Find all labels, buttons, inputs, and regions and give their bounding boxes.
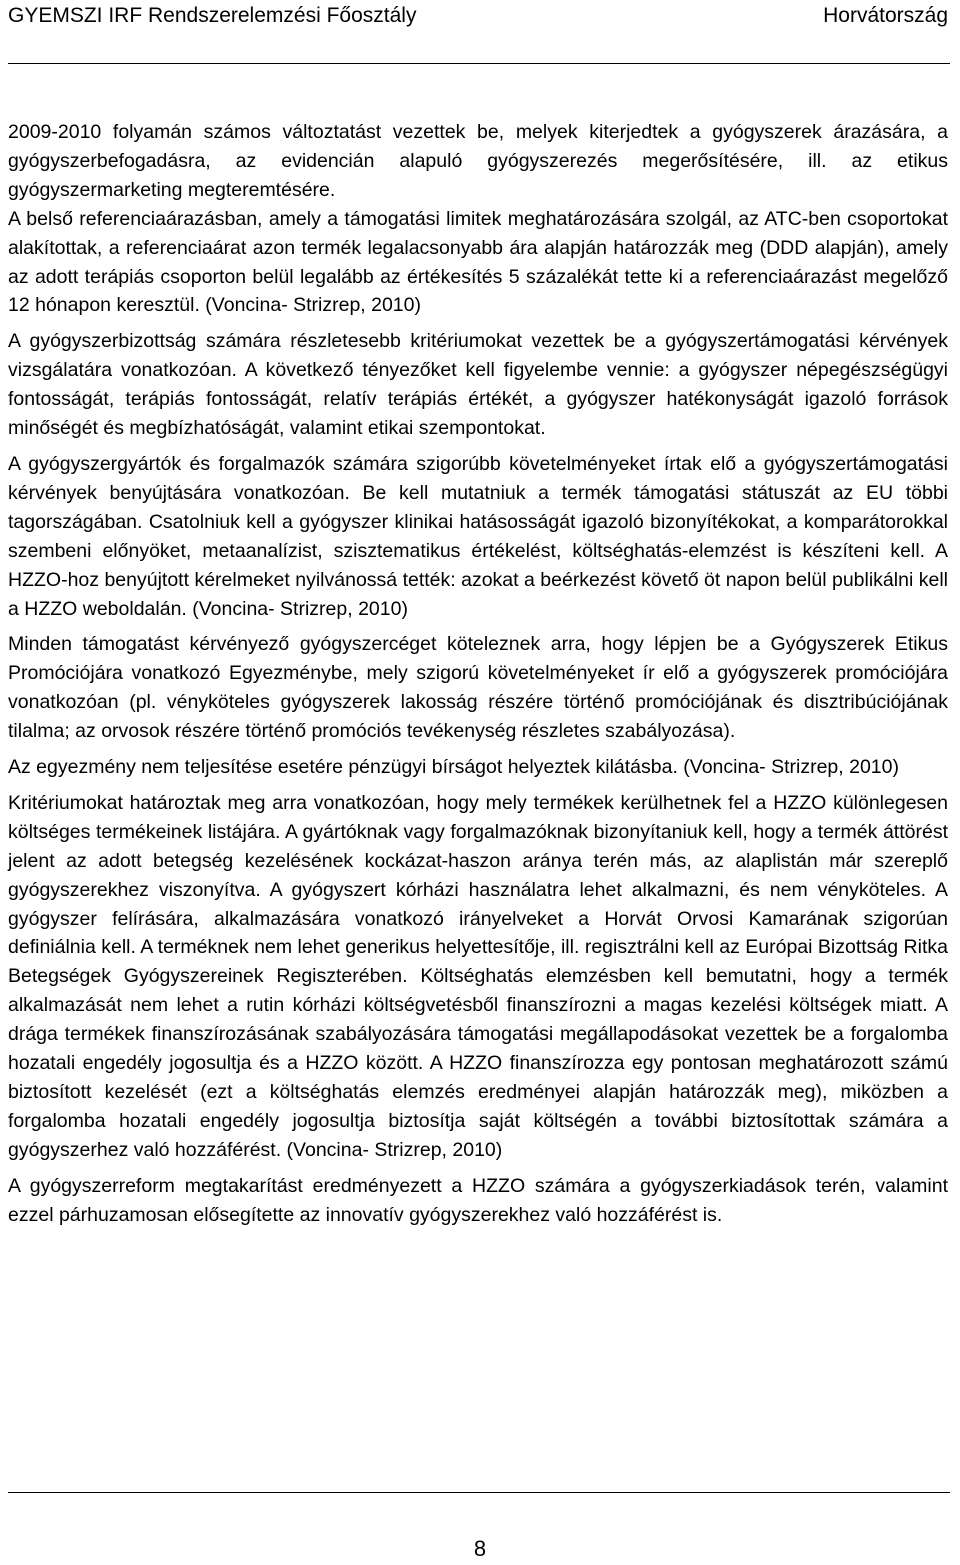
header-organization: GYEMSZI IRF Rendszerelemzési Főosztály xyxy=(8,4,417,27)
page-header xyxy=(8,2,948,30)
header-divider xyxy=(8,63,950,64)
paragraph-reforms-intro: 2009-2010 folyamán számos változtatást vezettek be, melyek kiterjedtek a gyógyszerek árazására, a gyógyszerbefogadásra, az evidencián alapuló gyógyszerezés megerősítésére, ill. az etikus gyógyszermarketing megteremtésére. xyxy=(8,121,948,201)
paragraph-reform-savings: A gyógyszerreform megtakarítást eredményezett a HZZO számára a gyógyszerkiadások terén, valamint ezzel párhuzamosan elősegítette az innovatív gyógyszerekhez való hozzáférést is. xyxy=(8,1174,948,1226)
document-body xyxy=(8,118,948,1230)
paragraph-reference-pricing: A belső referenciaárazásban, amely a támogatási limitek meghatározására szolgál, az ATC-ben csoportokat alakítottak, a referenciaárat azon termék legalacsonyabb ára alapján határozzák meg (DDD alapján), amely az adott terápiás csoporton belül legalább az értékesítés 5 százalékát tette ki a referenciaárazást megelőző 12 hónapon keresztül. (Voncina- Strizrep, 2010) xyxy=(8,207,948,317)
paragraph-expensive-products: Kritériumokat határoztak meg arra vonatkozóan, hogy mely termékek kerülhetnek fel a HZZO különlegesen költséges termékeinek listájára. A gyártóknak vagy forgalmazóknak bizonyítaniuk kell, hogy a termék áttörést jelent az adott betegség kezelésének kockázat-haszon aránya terén más, az alaplistán már szereplő gyógyszerekhez viszonyítva. A gyógyszert kórházi használatra lehet alkalmazni, és nem vényköteles. A gyógyszer felírására, alkalmazására vonatkozó irányelveket a Horvát Orvosi Kamarának szigorúan definiálnia kell. A terméknek nem lehet generikus helyettesítője, ill. regisztrálni kell az Európai Bizottság Ritka Betegségek Gyógyszereinek Regiszterében. Költséghatás elemzésben kell bemutatni, hogy a termék alkalmazását nem lehet a rutin kórházi költségvetésből finanszírozni a magas kezelési költségek miatt. A drága termékek finanszírozásának szabályozására támogatási megállapodásokat vezettek be a forgalomba hozatali engedély jogosultja és a HZZO között. A HZZO finanszírozza egy pontosan meghatározott számú biztosított kezelését (ezt a költséghatás elemzés eredményei alapján határozzák meg), miközben a forgalomba hozatali engedély jogosultja biztosítja saját költségén a további biztosítottak számára a gyógyszerhez való hozzáférést. (Voncina- Strizrep, 2010) xyxy=(8,791,948,1161)
paragraph-penalties: Az egyezmény nem teljesítése esetére pénzügyi bírságot helyeztek kilátásba. (Voncina- Strizrep, 2010) xyxy=(8,756,899,779)
paragraph-manufacturer-requirements: A gyógyszergyártók és forgalmazók számára szigorúbb követelményeket írtak elő a gyógyszertámogatási kérvények benyújtására vonatkozóan. Be kell mutatniuk a termék támogatási státuszát az EU többi tagországában. Csatolniuk kell a gyógyszer klinikai hatásosságát igazoló bizonyítékokat, a komparátorokkal szembeni előnyöket, metaanalízist, szisztematikus értékelést, költséghatás-elemzést is készíteni kell. A HZZO-hoz benyújtott kérelmeket nyilvánossá tették: azokat a beérkezést követő öt napon belül publikálni kell a HZZO weboldalán. (Voncina- Strizrep, 2010) xyxy=(8,452,948,620)
footer-divider xyxy=(8,1492,950,1493)
header-country: Horvátország xyxy=(823,4,948,27)
page-number: 8 xyxy=(473,1536,487,1561)
paragraph-drug-committee: A gyógyszerbizottság számára részletesebb kritériumokat vezettek be a gyógyszertámogatási kérvények vizsgálatára vonatkozóan. A következő tényezőket kell figyelembe vennie: a gyógyszer népegészségügyi fontosságát, terápiás fontosságát, relatív terápiás értékét, a gyógyszer hatékonyságát igazoló források minőségét és megbízhatóságát, valamint etikai szempontokat. xyxy=(8,330,948,440)
paragraph-ethical-promotion: Minden támogatást kérvényező gyógyszercéget köteleznek arra, hogy lépjen be a Gyógyszerek Etikus Promóciójára vonatkozó Egyezménybe, mely szigorú követelményeket ír elő a gyógyszerek promóciójára vonatkozóan (pl. vényköteles gyógyszerek lakosság részére történő promóciójának és disztribúciójának tilalma; az orvosok részére történő promóciós tevékenység részletes szabályozása). xyxy=(8,633,948,743)
